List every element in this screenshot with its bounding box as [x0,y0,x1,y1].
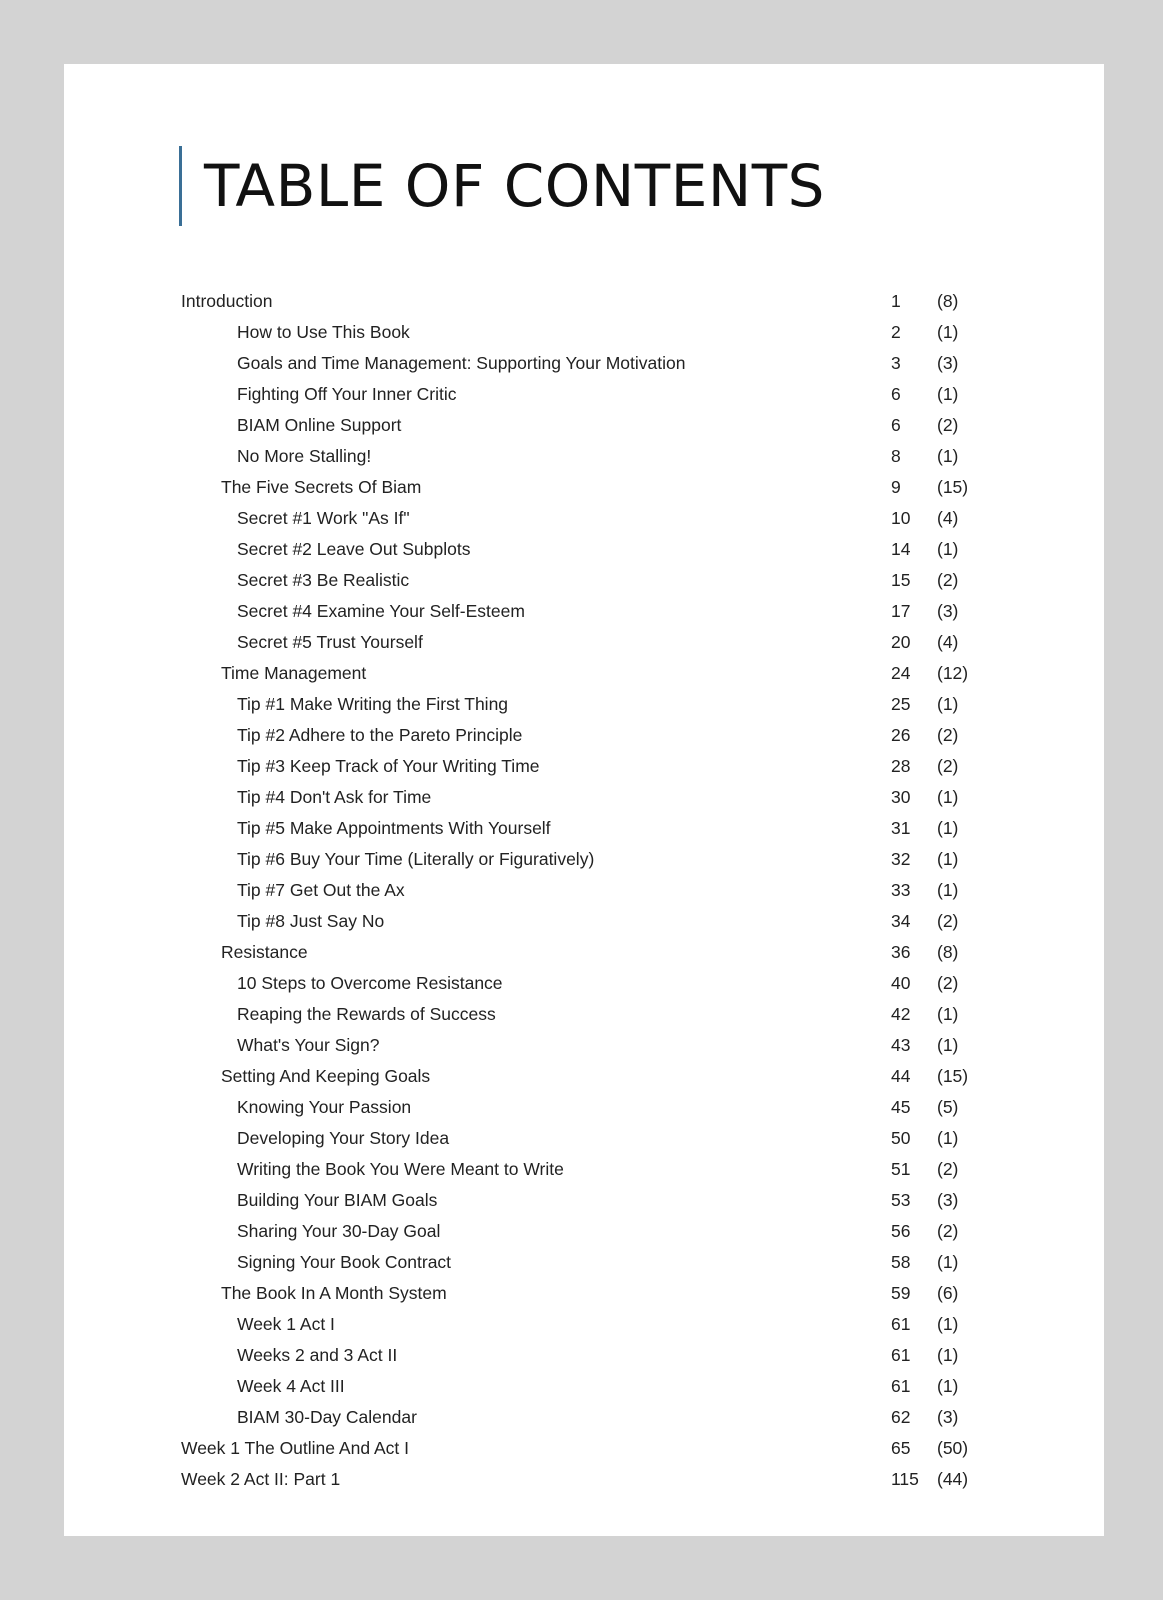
toc-entry-page: 33 [891,880,911,900]
toc-entry-count: (1) [937,849,959,869]
toc-entry-page: 62 [891,1407,911,1427]
toc-entry-count: (1) [937,880,959,900]
toc-entry-page: 17 [891,601,911,621]
toc-entry-count: (50) [937,1438,969,1458]
toc-entry-page: 42 [891,1004,911,1024]
toc-entry-label: Tip #3 Keep Track of Your Writing Time [237,756,540,776]
toc-entry[interactable] [181,348,1001,379]
toc-entry[interactable] [181,999,1001,1030]
toc-entry-count: (15) [937,1066,969,1086]
toc-entry-label: How to Use This Book [237,322,410,342]
toc-entry-label: Tip #5 Make Appointments With Yourself [237,818,551,838]
toc-entry-page: 25 [891,694,911,714]
toc-entry-count: (2) [937,725,959,745]
toc-entry-label: Writing the Book You Were Meant to Write [237,1159,564,1179]
toc-entry[interactable] [181,1371,1001,1402]
toc-entry-label: Secret #1 Work "As If" [237,508,410,528]
toc-entry[interactable] [181,379,1001,410]
toc-entry-count: (12) [937,663,969,683]
toc-entry[interactable] [181,503,1001,534]
toc-entry-page: 65 [891,1438,911,1458]
toc-entry-count: (4) [937,508,959,528]
toc-entry[interactable] [181,813,1001,844]
toc-entry-page: 61 [891,1376,911,1396]
toc-entry-label: 10 Steps to Overcome Resistance [237,973,503,993]
toc-entry-page: 26 [891,725,911,745]
toc-entry-label: The Five Secrets Of Biam [221,477,422,497]
toc-entry-page: 15 [891,570,911,590]
toc-entry-page: 56 [891,1221,911,1241]
toc-entry[interactable] [181,968,1001,999]
toc-entry-label: BIAM Online Support [237,415,402,435]
toc-entry-label: Weeks 2 and 3 Act II [237,1345,398,1365]
toc-entry-label: Secret #4 Examine Your Self-Esteem [237,601,525,621]
toc-entry[interactable] [181,410,1001,441]
toc-entry-page: 20 [891,632,911,652]
toc-entry[interactable] [181,565,1001,596]
toc-entry-page: 61 [891,1345,911,1365]
toc-entry-count: (2) [937,1159,959,1179]
toc-entry-count: (1) [937,787,959,807]
toc-entry[interactable] [181,658,1001,689]
toc-entry-label: What's Your Sign? [237,1035,380,1055]
toc-entry-page: 10 [891,508,911,528]
toc-entry-page: 1 [891,291,901,311]
toc-entry-count: (2) [937,415,959,435]
toc-entry-page: 61 [891,1314,911,1334]
toc-entry-count: (2) [937,570,959,590]
toc-entry-count: (1) [937,1128,959,1148]
toc-entry[interactable] [181,1185,1001,1216]
toc-entry-label: Secret #5 Trust Yourself [237,632,423,652]
toc-entry-page: 31 [891,818,911,838]
toc-entry-page: 14 [891,539,911,559]
toc-entry-label: Sharing Your 30-Day Goal [237,1221,441,1241]
toc-entry-label: Goals and Time Management: Supporting Your Motivation [237,353,686,373]
toc-list [181,286,1001,1489]
toc-entry[interactable] [181,472,1001,503]
toc-entry-label: Resistance [221,942,308,962]
toc-entry-page: 34 [891,911,911,931]
toc-entry[interactable] [181,286,1001,317]
toc-entry-count: (1) [937,1004,959,1024]
toc-entry-label: Week 1 The Outline And Act I [181,1438,409,1458]
toc-entry[interactable] [181,1247,1001,1278]
toc-entry-page: 58 [891,1252,911,1272]
toc-entry-label: Signing Your Book Contract [237,1252,452,1272]
toc-entry-count: (2) [937,756,959,776]
toc-entry-label: Week 1 Act I [237,1314,335,1334]
toc-entry-page: 50 [891,1128,911,1148]
toc-entry[interactable] [181,1402,1001,1433]
toc-entry-count: (5) [937,1097,959,1117]
toc-entry-count: (3) [937,601,959,621]
toc-entry-label: The Book In A Month System [221,1283,447,1303]
toc-entry[interactable] [181,1340,1001,1371]
toc-entry-label: Introduction [181,291,273,311]
toc-entry[interactable] [181,1030,1001,1061]
toc-entry[interactable] [181,1092,1001,1123]
toc-entry-count: (8) [937,942,959,962]
toc-entry[interactable] [181,534,1001,565]
toc-entry-label: Reaping the Rewards of Success [237,1004,496,1024]
toc-entry[interactable] [181,1216,1001,1247]
toc-entry-count: (1) [937,1376,959,1396]
toc-entry-page: 40 [891,973,911,993]
toc-entry[interactable] [181,782,1001,813]
toc-entry-label: Setting And Keeping Goals [221,1066,431,1086]
toc-entry-page: 9 [891,477,901,497]
toc-entry-count: (1) [937,1035,959,1055]
toc-entry-label: Week 2 Act II: Part 1 [181,1469,341,1489]
toc-entry-label: No More Stalling! [237,446,372,466]
toc-entry[interactable] [181,1154,1001,1185]
toc-entry-count: (3) [937,353,959,373]
toc-entry-count: (8) [937,291,959,311]
toc-entry[interactable] [181,720,1001,751]
toc-entry-page: 6 [891,384,901,404]
toc-entry[interactable] [181,689,1001,720]
page-title: TABLE OF CONTENTS [204,152,825,220]
toc-entry-count: (1) [937,322,959,342]
toc-entry-label: Knowing Your Passion [237,1097,412,1117]
toc-entry-label: Week 4 Act III [237,1376,345,1396]
toc-entry-count: (3) [937,1190,959,1210]
toc-entry[interactable] [181,751,1001,782]
toc-entry-page: 51 [891,1159,911,1179]
toc-entry-count: (1) [937,1252,959,1272]
toc-entry-count: (44) [937,1469,969,1489]
document-page [64,64,1104,1536]
toc-entry[interactable] [181,596,1001,627]
toc-entry-count: (1) [937,694,959,714]
toc-entry[interactable] [181,1464,1001,1495]
toc-entry-page: 32 [891,849,911,869]
toc-entry-page: 30 [891,787,911,807]
toc-entry-count: (1) [937,1314,959,1334]
toc-entry-page: 59 [891,1283,911,1303]
toc-entry-count: (15) [937,477,969,497]
toc-entry-label: Tip #4 Don't Ask for Time [237,787,432,807]
toc-entry-label: Fighting Off Your Inner Critic [237,384,457,404]
toc-entry-count: (3) [937,1407,959,1427]
toc-entry-page: 115 [891,1469,919,1489]
toc-entry-label: Tip #1 Make Writing the First Thing [237,694,509,714]
toc-entry-label: Tip #6 Buy Your Time (Literally or Figuratively) [237,849,595,869]
toc-entry-page: 45 [891,1097,911,1117]
toc-entry-page: 44 [891,1066,911,1086]
toc-entry-label: Building Your BIAM Goals [237,1190,438,1210]
toc-entry[interactable] [181,844,1001,875]
toc-entry[interactable] [181,937,1001,968]
toc-entry[interactable] [181,875,1001,906]
toc-entry-label: Tip #8 Just Say No [237,911,385,931]
toc-entry-count: (2) [937,911,959,931]
toc-entry[interactable] [181,1061,1001,1092]
toc-entry-page: 43 [891,1035,911,1055]
toc-entry[interactable] [181,1278,1001,1309]
toc-entry-count: (1) [937,446,959,466]
toc-entry-label: Tip #7 Get Out the Ax [237,880,405,900]
toc-entry-page: 24 [891,663,911,683]
toc-entry[interactable] [181,1433,1001,1464]
toc-entry-page: 6 [891,415,901,435]
toc-entry-page: 8 [891,446,901,466]
toc-entry-count: (4) [937,632,959,652]
toc-entry-label: Time Management [221,663,367,683]
toc-entry-page: 3 [891,353,901,373]
toc-entry[interactable] [181,627,1001,658]
toc-entry-label: BIAM 30-Day Calendar [237,1407,417,1427]
toc-entry[interactable] [181,906,1001,937]
toc-entry-page: 28 [891,756,911,776]
toc-entry-page: 53 [891,1190,911,1210]
toc-entry-count: (1) [937,818,959,838]
toc-entry[interactable] [181,441,1001,472]
toc-entry-page: 36 [891,942,911,962]
toc-entry-label: Tip #2 Adhere to the Pareto Principle [237,725,523,745]
toc-entry-count: (2) [937,973,959,993]
toc-entry[interactable] [181,1309,1001,1340]
toc-entry-label: Secret #2 Leave Out Subplots [237,539,471,559]
toc-entry[interactable] [181,317,1001,348]
toc-entry-count: (1) [937,384,959,404]
title-block [179,146,825,226]
toc-entry-label: Developing Your Story Idea [237,1128,450,1148]
toc-entry-count: (6) [937,1283,959,1303]
toc-entry-page: 2 [891,322,901,342]
toc-entry-count: (1) [937,1345,959,1365]
toc-entry-label: Secret #3 Be Realistic [237,570,410,590]
toc-entry-count: (1) [937,539,959,559]
toc-entry-count: (2) [937,1221,959,1241]
toc-entry[interactable] [181,1123,1001,1154]
